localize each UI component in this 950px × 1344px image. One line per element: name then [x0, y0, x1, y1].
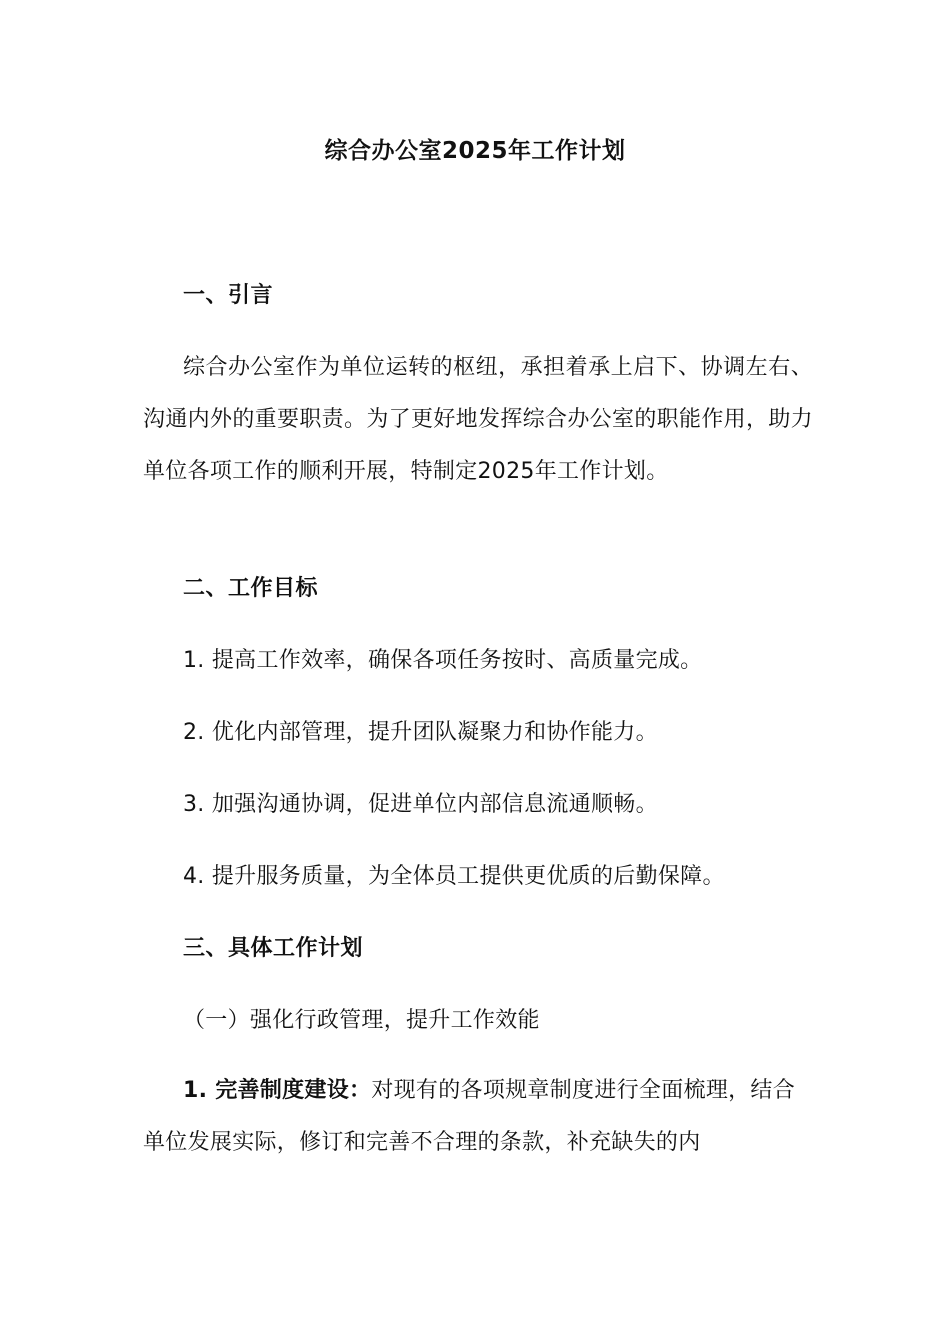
- goal-item-2: 2. 优化内部管理，提升团队凝聚力和协作能力。: [183, 720, 658, 745]
- introduction-paragraph: 综合办公室作为单位运转的枢纽，承担着承上启下、协调左右、沟通内外的重要职责。为了更好地发挥综合办公室的职能作用，助力单位各项工作的顺利开展，特制定2025年工作计划。: [143, 355, 813, 484]
- section-heading-introduction: 一、引言: [183, 283, 274, 308]
- plan-point-1-lead: 1. 完善制度建设：: [183, 1078, 372, 1103]
- subsection-heading-admin: （一）强化行政管理，提升工作效能: [183, 1008, 540, 1033]
- plan-point-1-body: 对现有的各项规章制度进行全面梳理，结合单位发展实际，修订和完善不合理的条款，补充缺失的内: [143, 1078, 796, 1155]
- goal-item-4: 4. 提升服务质量，为全体员工提供更优质的后勤保障。: [183, 864, 725, 889]
- section-heading-plan: 三、具体工作计划: [183, 936, 364, 961]
- document-title: 综合办公室2025年工作计划: [324, 138, 626, 164]
- goal-item-3: 3. 加强沟通协调，促进单位内部信息流通顺畅。: [183, 792, 658, 817]
- plan-point-1-paragraph: [143, 1065, 813, 1169]
- goal-item-1: 1. 提高工作效率，确保各项任务按时、高质量完成。: [183, 648, 703, 673]
- section-heading-goals: 二、工作目标: [183, 576, 319, 601]
